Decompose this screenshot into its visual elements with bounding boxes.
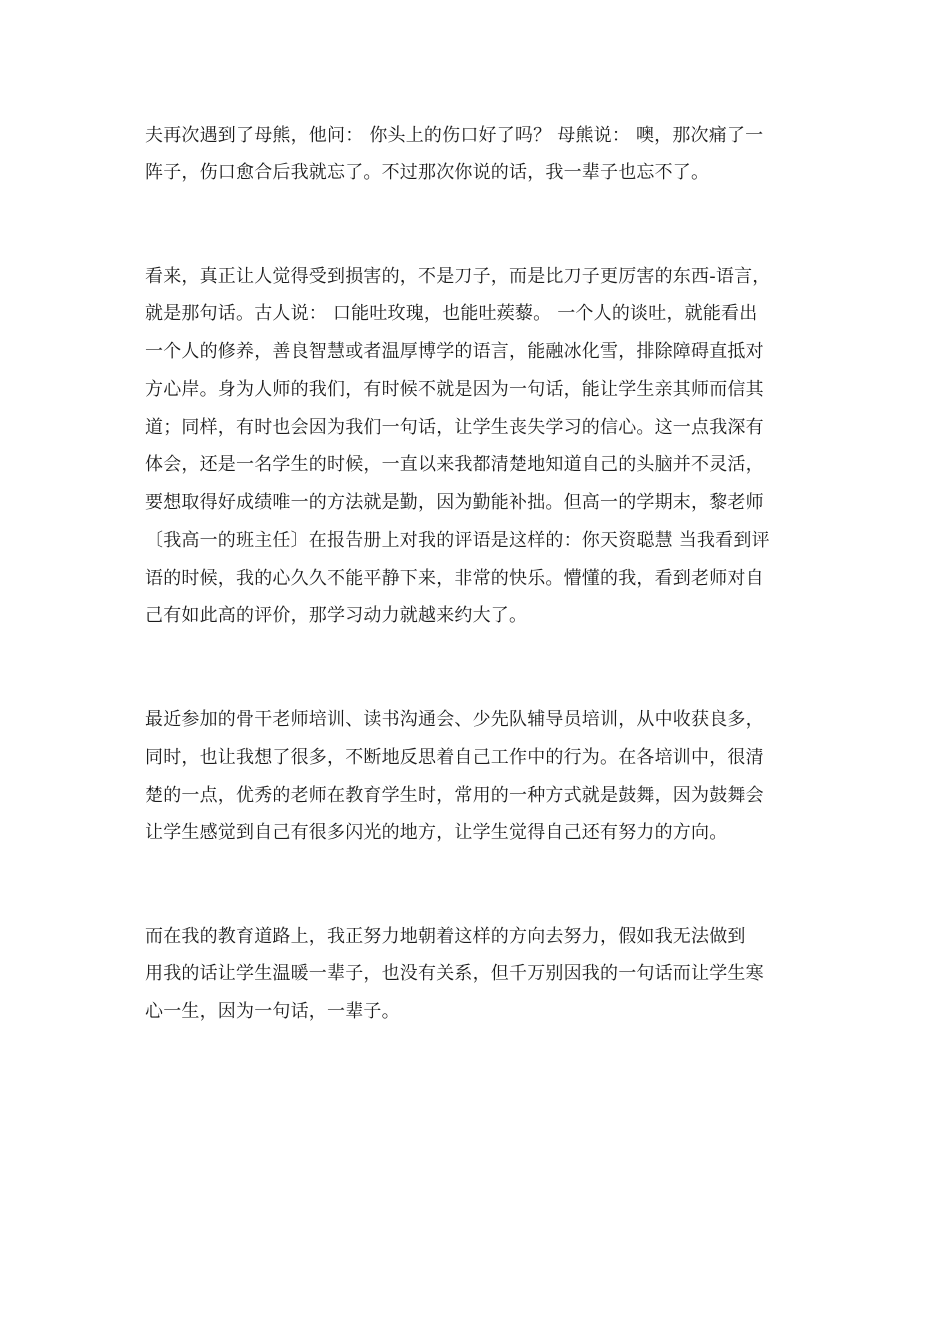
text-line: 夫再次遇到了母熊，他问： 你头上的伤口好了吗？ 母熊说： 噢，那次痛了一: [145, 125, 764, 146]
text-line: 就是那句话。古人说： 口能吐玫瑰，也能吐蒺藜。 一个人的谈吐，就能看出: [145, 303, 758, 324]
text-line: 要想取得好成绩唯一的方法就是勤，因为勤能补拙。但高一的学期末，黎老师: [145, 492, 764, 513]
text-line: 阵子，伤口愈合后我就忘了。不过那次你说的话，我一辈子也忘不了。: [145, 162, 710, 183]
text-line: 道；同样，有时也会因为我们一句话，让学生丧失学习的信心。这一点我深有: [145, 417, 764, 438]
text-line: 楚的一点，优秀的老师在教育学生时，常用的一种方式就是鼓舞，因为鼓舞会: [145, 785, 764, 806]
text-line: 而在我的教育道路上，我正努力地朝着这样的方向去努力，假如我无法做到: [145, 926, 746, 947]
text-line: 用我的话让学生温暖一辈子，也没有关系，但千万别因我的一句话而让学生寒: [145, 963, 764, 984]
text-line: 体会，还是一名学生的时候，一直以来我都清楚地知道自己的头脑并不灵活，: [145, 454, 764, 475]
text-line: 最近参加的骨干老师培训、读书沟通会、少先队辅导员培训，从中收获良多，: [145, 709, 764, 730]
text-line: 让学生感觉到自己有很多闪光的地方，让学生觉得自己还有努力的方向。: [145, 822, 728, 843]
text-line: 方心岸。身为人师的我们，有时候不就是因为一句话，能让学生亲其师而信其: [145, 379, 764, 400]
text-line: 一个人的修养，善良智慧或者温厚博学的语言，能融冰化雪，排除障碍直抵对: [145, 341, 764, 362]
text-line: 看来，真正让人觉得受到损害的，不是刀子，而是比刀子更厉害的东西-语言，: [145, 266, 771, 287]
text-line: 心一生，因为一句话，一辈子。: [145, 1001, 400, 1022]
text-line: 语的时候，我的心久久不能平静下来，非常的快乐。懵懂的我，看到老师对自: [145, 568, 764, 589]
text-line: 〔我高一的班主任〕在报告册上对我的评语是这样的：你天资聪慧 当我看到评: [145, 530, 770, 551]
text-line: 己有如此高的评价，那学习动力就越来约大了。: [145, 605, 528, 626]
text-line: 同时，也让我想了很多，不断地反思着自己工作中的行为。在各培训中，很清: [145, 747, 764, 768]
